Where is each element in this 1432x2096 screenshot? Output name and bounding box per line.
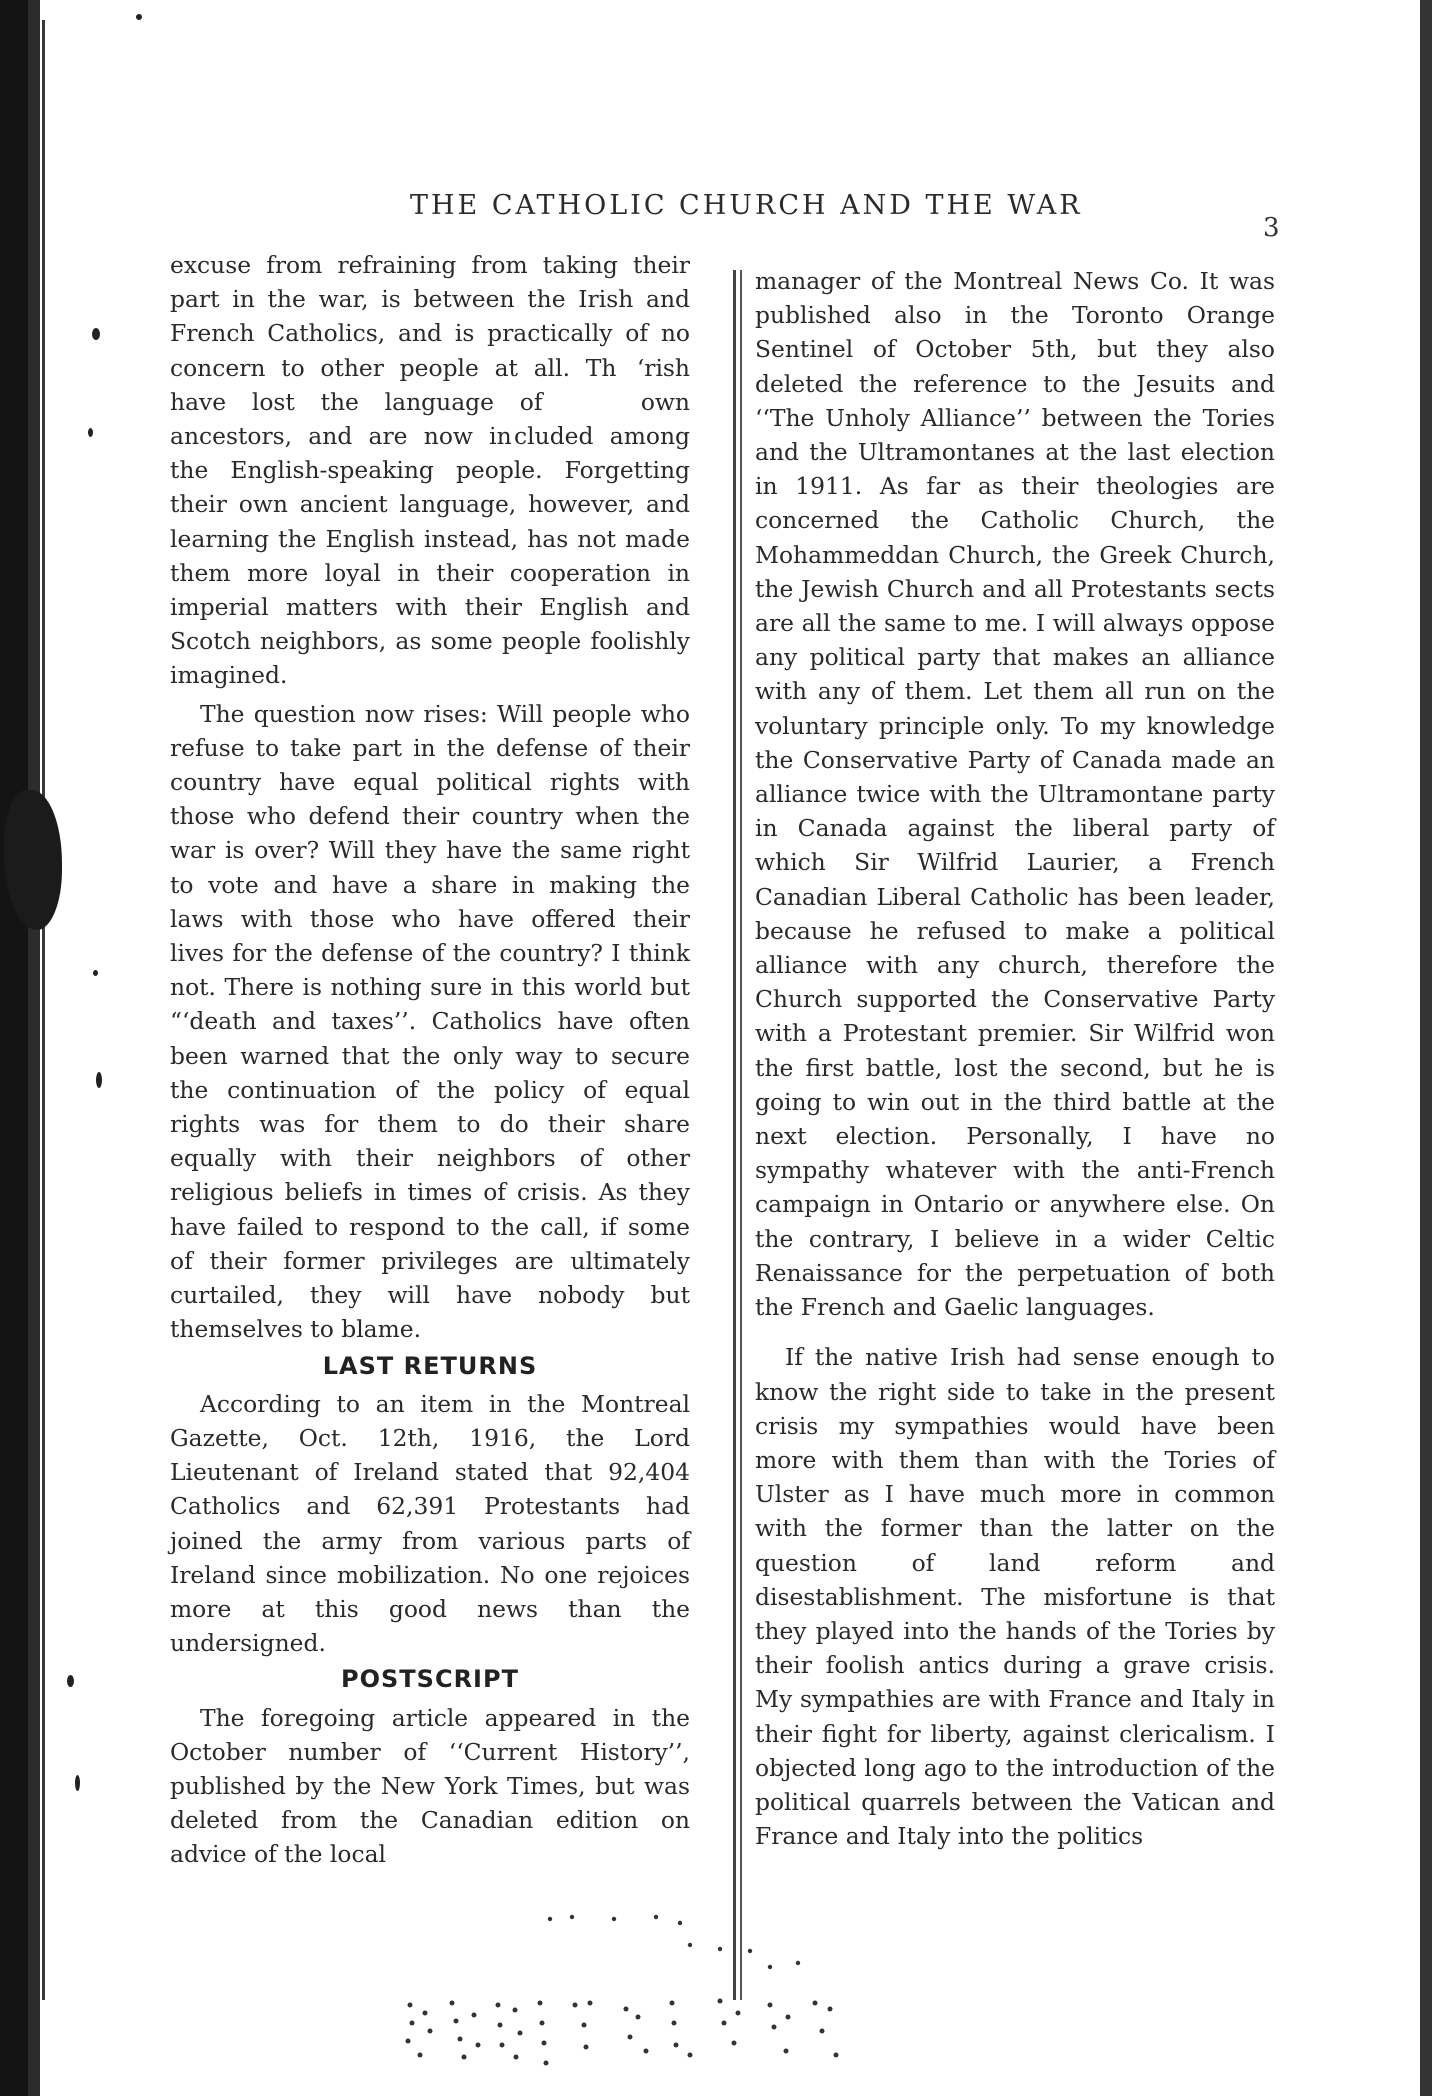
running-title: THE CATHOLIC CHURCH AND THE WAR xyxy=(410,190,1083,221)
scan-edge-right xyxy=(1420,0,1432,2096)
speck xyxy=(75,1775,80,1791)
paragraph: According to an item in the Montreal Gazette, Oct. 12th, 1916, the Lord Lieutenant of Ireland stated that 92,404 Catholics and 62,391 Protestants had joined the army from various parts of Ireland since mobilization. No one rejoices more at this good news than the undersigned. xyxy=(170,1389,690,1658)
paragraph: The foregoing article appeared in the October number of ‘‘Current History’’, published by the New York Times, but was deleted from the Canadian edition on advice of the local xyxy=(170,1703,690,1869)
speck xyxy=(67,1675,74,1687)
right-column xyxy=(755,264,1275,1853)
speck xyxy=(92,328,100,340)
speck xyxy=(88,428,93,437)
section-heading-last-returns: LAST RETURNS xyxy=(322,1351,538,1380)
paragraph: If the native Irish had sense enough to know the right side to take in the present crisis my sympathies would have been more with them than with the Tories of Ulster as I have much more in common with the former than the latter on the question of land reform and disestablishment. The misfortune is that they played into the hands of the Tories by their foolish antics during a grave crisis. My sympathies are with France and Italy in their fight for liberty, against clericalism. I objected long ago to the introduction of the political quarrels between the Vatican and France and Italy into the politics xyxy=(755,1343,1275,1851)
speck xyxy=(96,1072,102,1088)
column-rule xyxy=(733,270,736,2000)
left-column xyxy=(170,248,690,1872)
speck xyxy=(93,970,98,976)
scan-edge-dark xyxy=(0,0,28,2096)
scan-edge-shadow xyxy=(28,0,40,2096)
speck xyxy=(136,14,142,20)
perforation-stamp xyxy=(390,1905,860,2075)
paragraph: excuse from refraining from taking their part in the war, is between the Irish and French Catholics, and is practically of no concern to other people at all. Th ‘rish have lost the language of own ancestors, and are now in cluded among the English-speaking people. Forgetting their own ancient language, however, and learning the English instead, has not made them more loyal in their cooperation in imperial matters with their English and Scotch neighbors, as some people foolishly imagined. xyxy=(170,251,690,690)
column-rule-inner xyxy=(740,270,742,2000)
page-number: 3 xyxy=(1263,213,1280,243)
section-heading-postscript: POSTSCRIPT xyxy=(341,1665,519,1694)
page-edge-line xyxy=(42,20,45,2000)
paragraph: manager of the Montreal News Co. It was published also in the Toronto Orange Sentinel of October 5th, but they also deleted the reference to the Jesuits and ‘‘The Unholy Alliance’’ between the Tories and the Ultramontanes at the last election in 1911. As far as their theologies are concerned the Catholic Church, the Mohammeddan Church, the Greek Church, the Jewish Church and all Protestants sects are all the same to me. I will always oppose any political party that makes an alliance with any of them. Let them all run on the voluntary principle only. To my knowledge the Conservative Party of Canada made an alliance twice with the Ultramontane party in Canada against the liberal party of which Sir Wilfrid Laurier, a French Canadian Liberal Catholic has been leader, because he refused to make a political alliance with any church, therefore the Church supported the Conservative Party with a Protestant premier. Sir Wilfrid won the first battle, lost the second, but he is going to win out in the third battle at the next election. Personally, I have no sympathy whatever with the anti-French campaign in Ontario or anywhere else. On the contrary, I believe in a wider Celtic Renaissance for the perpetuation of both the French and Gaelic languages. xyxy=(755,267,1275,1322)
paragraph: The question now rises: Will people who refuse to take part in the defense of their country have equal political rights with those who defend their country when the war is over? Will they have the same right to vote and have a share in making the laws with those who have offered their lives for the defense of the country? I think not. There is nothing sure in this world but “‘death and taxes’’. Catholics have often been warned that the only way to secure the continuation of the policy of equal rights was for them to do their share equally with their neighbors of other religious beliefs in times of crisis. As they have failed to respond to the call, if some of their former privileges are ultimately curtailed, they will have nobody but themselves to blame. xyxy=(170,699,690,1344)
